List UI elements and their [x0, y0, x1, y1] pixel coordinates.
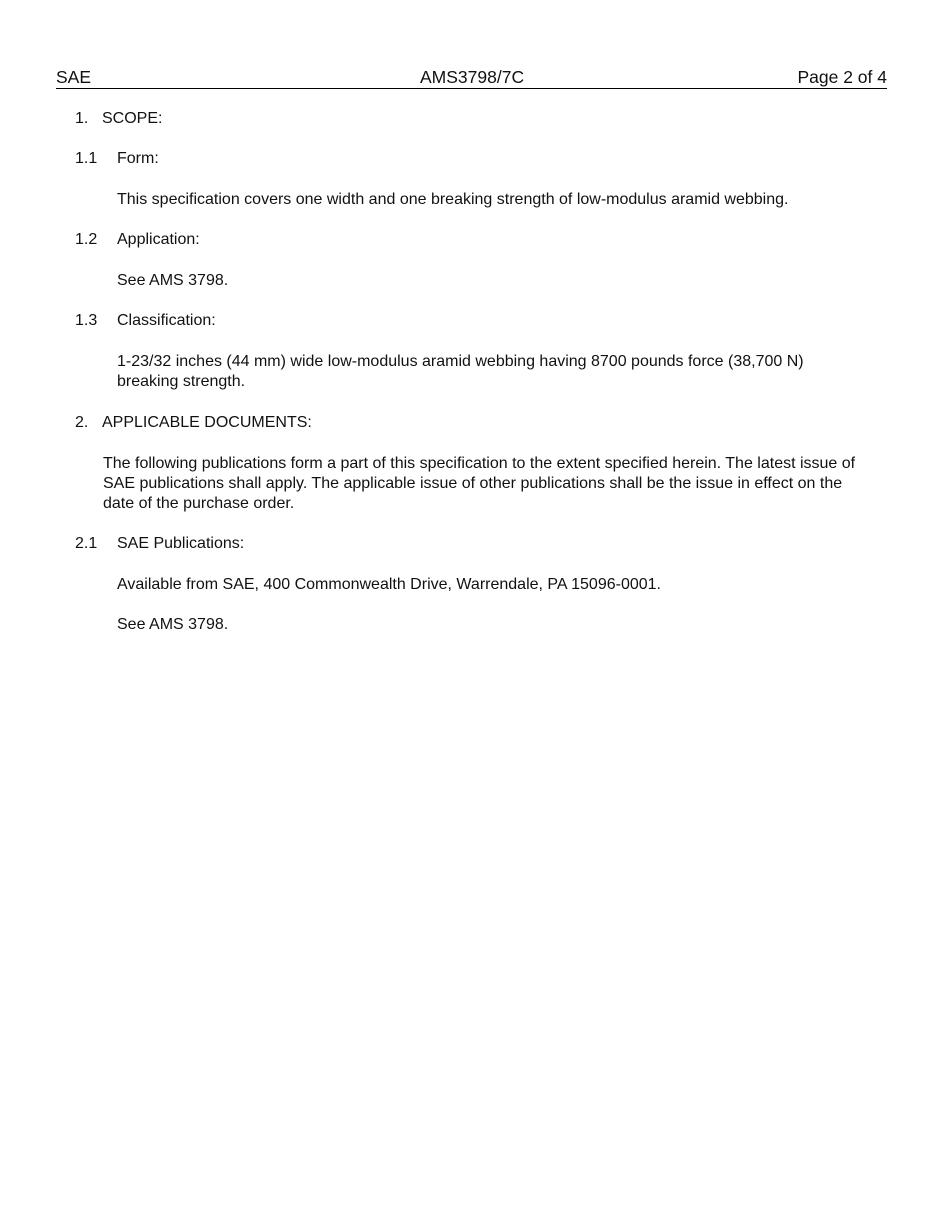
section-1-1-body: This specification covers one width and one breaking strength of low-modulus aramid webbing.: [117, 191, 789, 208]
section-2-number: 2.: [75, 414, 89, 431]
header-org: SAE: [56, 67, 92, 87]
section-2-1-title: SAE Publications:: [117, 535, 245, 552]
section-2-1-address: Available from SAE, 400 Commonwealth Drive, Warrendale, PA 15096-0001.: [117, 576, 661, 593]
section-1-1-number: 1.1: [75, 150, 98, 167]
section-2-1-reference: See AMS 3798.: [117, 616, 229, 633]
section-2-1-number: 2.1: [75, 535, 98, 552]
section-1-1-title: Form:: [117, 150, 159, 167]
section-1-2-number: 1.2: [75, 231, 98, 248]
section-2-title: APPLICABLE DOCUMENTS:: [102, 414, 312, 431]
section-1-3-number: 1.3: [75, 312, 98, 329]
header-doc-number: AMS3798/7C: [420, 67, 525, 87]
page-header: [56, 67, 887, 89]
section-1-number: 1.: [75, 110, 89, 127]
section-1-title: SCOPE:: [102, 110, 163, 127]
section-2-body: The following publications form a part of this specification to the extent specified herein. The latest issue of SAE publications shall apply. The applicable issue of other publications shall be the issue in effect on the date of the purchase order.: [103, 455, 856, 512]
section-1-2-body: See AMS 3798.: [117, 272, 229, 289]
header-page-number: Page 2 of 4: [797, 67, 887, 87]
section-1-3-body: 1-23/32 inches (44 mm) wide low-modulus aramid webbing having 8700 pounds force (38,700 N) breaking strength.: [117, 353, 804, 390]
section-1-3-title: Classification:: [117, 312, 216, 329]
section-1-2-title: Application:: [117, 231, 200, 248]
